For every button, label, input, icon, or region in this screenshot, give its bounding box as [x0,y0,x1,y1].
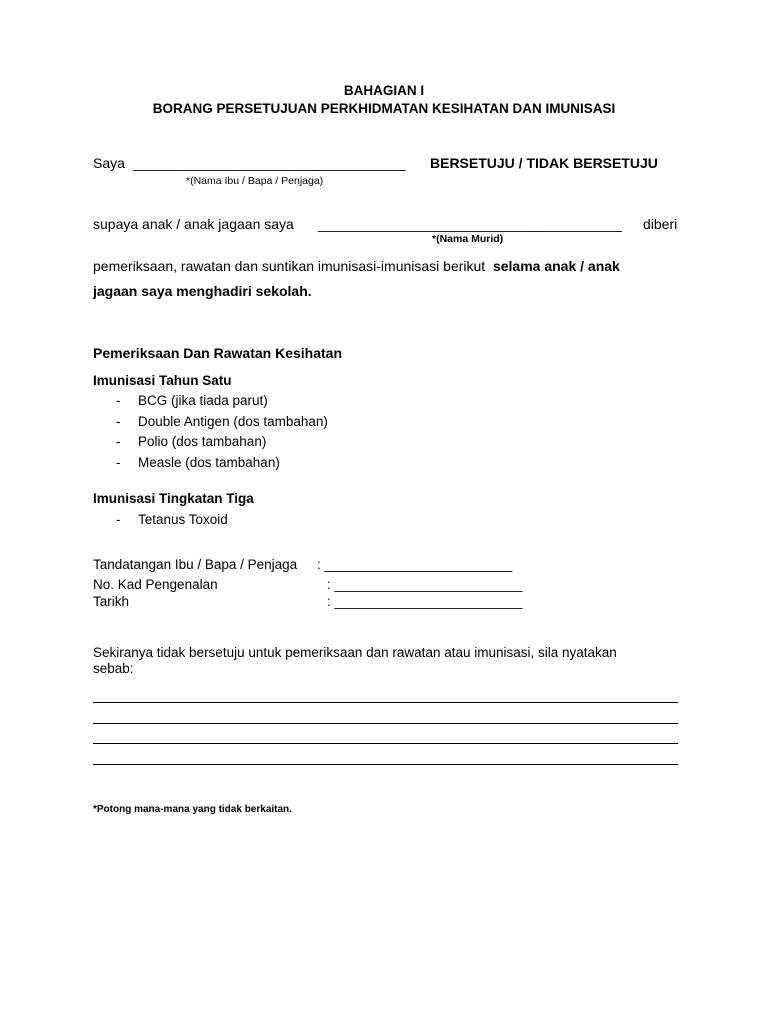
child-suffix-text: diberi [643,216,678,232]
consent-text-normal: pemeriksaan, rawatan dan suntikan imunisasi-imunisasi berikut [93,258,486,274]
list-item-text: Tetanus Toxoid [138,512,228,527]
reason-write-line[interactable] [93,702,678,703]
signature-label: Tandatangan Ibu / Bapa / Penjaga [93,557,298,572]
form-title: BORANG PERSETUJUAN PERKHIDMATAN KESIHATAN DAN IMUNISASI [152,101,616,116]
section-label: BAHAGIAN I [343,83,425,98]
reason-text-line2: sebab: [93,661,134,676]
parent-name-field[interactable]: ___________________________________ [133,155,406,171]
footnote: *Potong mana-mana yang tidak berkaitan. [93,804,292,815]
parent-name-note: *(Nama Ibu / Bapa / Penjaga) [186,175,324,187]
list-item [116,393,268,408]
list-bullet: - [116,434,121,449]
reason-text-line1: Sekiranya tidak bersetuju untuk pemeriksaan dan rawatan atau imunisasi, sila nyatakan [93,645,617,660]
consent-text-line4: jagaan saya menghadiri sekolah. [93,283,312,299]
list-bullet: - [116,393,121,408]
services-heading: Pemeriksaan Dan Rawatan Kesihatan [93,345,342,361]
list-item-text: BCG (jika tiada parut) [138,393,268,408]
ic-field[interactable]: : _________________________ [327,577,523,592]
list-item-text: Measle (dos tambahan) [138,455,280,470]
list-bullet: - [116,414,121,429]
reason-write-line[interactable] [93,743,678,744]
list-item [116,434,266,449]
list-item [116,414,328,429]
ic-label: No. Kad Pengenalan [93,577,218,592]
list-item-text: Double Antigen (dos tambahan) [138,414,328,429]
consent-choice[interactable]: BERSETUJU / TIDAK BERSETUJU [430,155,658,171]
reason-write-line[interactable] [93,764,678,765]
child-name-note: *(Nama Murid) [432,233,504,245]
signature-field[interactable]: : _________________________ [317,557,513,572]
reason-write-line[interactable] [93,723,678,724]
date-label: Tarikh [93,594,130,609]
consent-text-bold: selama anak / anak [492,258,620,274]
form-three-heading: Imunisasi Tingkatan Tiga [93,491,254,506]
list-item-text: Polio (dos tambahan) [138,434,267,449]
saya-label: Saya [93,155,125,171]
list-bullet: - [116,512,121,527]
year-one-heading: Imunisasi Tahun Satu [93,373,232,388]
child-name-field[interactable]: _______________________________________ [318,216,622,232]
child-prefix-text: supaya anak / anak jagaan saya [93,216,294,232]
consent-text-line3 [93,258,620,274]
date-field[interactable]: : _________________________ [327,594,523,609]
list-bullet: - [116,455,121,470]
list-item [116,512,228,527]
list-item [116,455,280,470]
